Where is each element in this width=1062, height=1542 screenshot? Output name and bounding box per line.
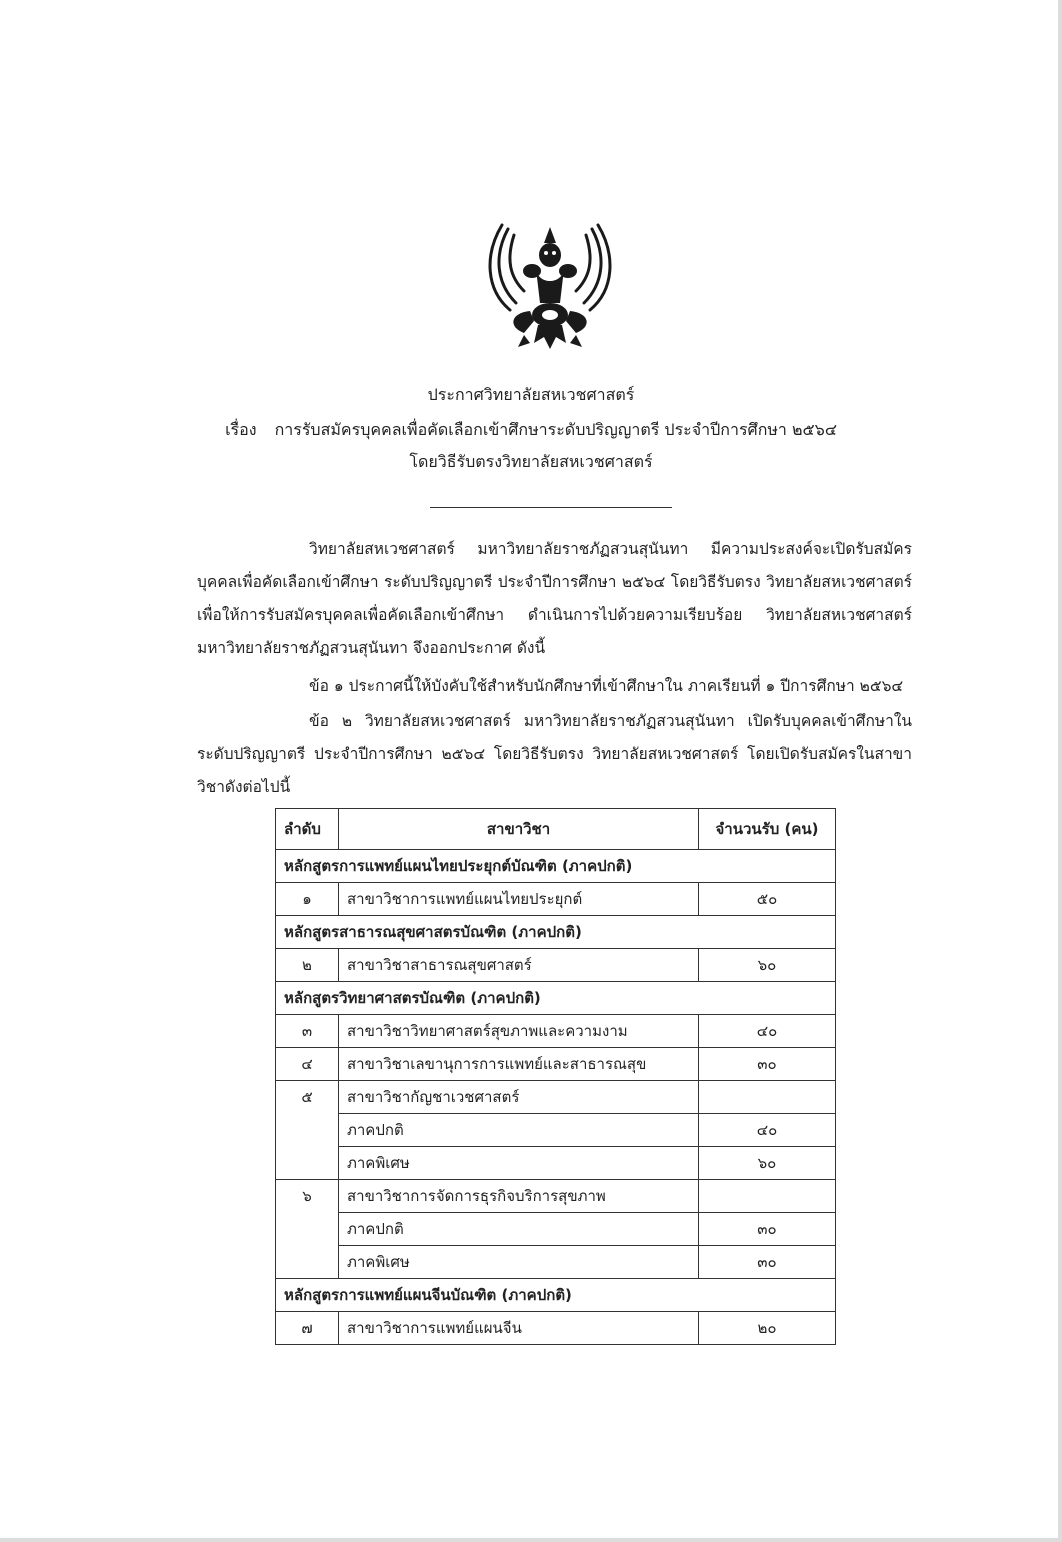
row-major: สาขาวิชาเลขานุการการแพทย์และสาธารณสุข (339, 1048, 699, 1081)
table-subrow (276, 1213, 836, 1246)
clause-2: ข้อ ๒ วิทยาลัยสหเวชศาสตร์ มหาวิทยาลัยราชภัฏสวนสุนันทา เปิดรับบุคคลเข้าศึกษาใน ระดับปริญญาตรี ประจำปีการศึกษา ๒๕๖๔ โดยวิธีรับตรง วิทยาลัยสหเวชศาสตร์ โดยเปิดรับสมัครในสาขาวิชาดังต่อไปนี้ (197, 712, 912, 796)
header-count: จำนวนรับ (คน) (699, 809, 836, 850)
row-no: ๓ (276, 1015, 339, 1048)
row-no-empty (276, 1213, 339, 1246)
table-subrow (276, 1246, 836, 1279)
row-count (699, 1081, 836, 1114)
row-count: ๕๐ (699, 883, 836, 916)
row-count (699, 1180, 836, 1213)
row-count: ๓๐ (699, 1246, 836, 1279)
row-count: ๔๐ (699, 1015, 836, 1048)
group-row (276, 1279, 836, 1312)
programs-table (275, 808, 836, 1345)
title-divider (430, 507, 672, 508)
group-name: หลักสูตรการแพทย์แผนจีนบัณฑิต (ภาคปกติ) (276, 1279, 836, 1312)
row-no: ๒ (276, 949, 339, 982)
table-row (276, 1048, 836, 1081)
row-major: สาขาวิชาการจัดการธุรกิจบริการสุขภาพ (339, 1180, 699, 1213)
row-count: ๓๐ (699, 1213, 836, 1246)
garuda-emblem-icon (480, 215, 620, 365)
row-sub-major: ภาคปกติ (339, 1114, 699, 1147)
row-no: ๑ (276, 883, 339, 916)
group-name: หลักสูตรวิทยาศาสตรบัณฑิต (ภาคปกติ) (276, 982, 836, 1015)
row-count: ๒๐ (699, 1312, 836, 1345)
table-row (276, 1015, 836, 1048)
row-no: ๗ (276, 1312, 339, 1345)
clause-1: ข้อ ๑ ประกาศนี้ให้บังคับใช้สำหรับนักศึกษาที่เข้าศึกษาใน ภาคเรียนที่ ๑ ปีการศึกษา ๒๕๖๔ (309, 677, 904, 695)
row-no: ๕ (276, 1081, 339, 1114)
row-major: สาขาวิชาการแพทย์แผนไทยประยุกต์ (339, 883, 699, 916)
table-subrow (276, 1114, 836, 1147)
table-row (276, 949, 836, 982)
table-row (276, 1312, 836, 1345)
group-name: หลักสูตรการแพทย์แผนไทยประยุกต์บัณฑิต (ภาคปกติ) (276, 850, 836, 883)
row-no-empty (276, 1147, 339, 1180)
announcement-subject (0, 419, 1062, 441)
row-count: ๖๐ (699, 949, 836, 982)
announcement-title: ประกาศวิทยาลัยสหเวชศาสตร์ (427, 385, 635, 404)
row-count: ๓๐ (699, 1048, 836, 1081)
row-no: ๔ (276, 1048, 339, 1081)
table-row (276, 1081, 836, 1114)
subject-text: การรับสมัครบุคคลเพื่อคัดเลือกเข้าศึกษาระดับปริญญาตรี ประจำปีการศึกษา ๒๕๖๔ (274, 420, 837, 439)
group-row (276, 850, 836, 883)
intro-paragraph: วิทยาลัยสหเวชศาสตร์ มหาวิทยาลัยราชภัฏสวนสุนันทา มีความประสงค์จะเปิดรับสมัครบุคคลเพื่อคัดเลือกเข้าศึกษา ระดับปริญญาตรี ประจำปีการศึกษา ๒๕๖๔ โดยวิธีรับตรง วิทยาลัยสหเวชศาสตร์ เพื่อให้การรับสมัครบุคคลเพื่อคัดเลือกเข้าศึกษา ดำเนินการไปด้วยความเรียบร้อย วิทยาลัยสหเวชศาสตร์ มหาวิทยาลัยราชภัฏสวนสุนันทา จึงออกประกาศ ดังนี้ (197, 540, 912, 657)
table-subrow (276, 1147, 836, 1180)
table-row (276, 883, 836, 916)
row-count: ๖๐ (699, 1147, 836, 1180)
group-name: หลักสูตรสาธารณสุขศาสตรบัณฑิต (ภาคปกติ) (276, 916, 836, 949)
row-major: สาขาวิชาวิทยาศาสตร์สุขภาพและความงาม (339, 1015, 699, 1048)
row-no-empty (276, 1246, 339, 1279)
row-no-empty (276, 1114, 339, 1147)
header-no: ลำดับ (276, 809, 339, 850)
row-sub-major: ภาคพิเศษ (339, 1246, 699, 1279)
row-major: สาขาวิชาสาธารณสุขศาสตร์ (339, 949, 699, 982)
group-row (276, 916, 836, 949)
group-row (276, 982, 836, 1015)
row-sub-major: ภาคปกติ (339, 1213, 699, 1246)
row-count: ๔๐ (699, 1114, 836, 1147)
row-major: สาขาวิชากัญชาเวชศาสตร์ (339, 1081, 699, 1114)
row-no: ๖ (276, 1180, 339, 1213)
row-major: สาขาวิชาการแพทย์แผนจีน (339, 1312, 699, 1345)
table-row (276, 1180, 836, 1213)
announcement-subtitle: โดยวิธีรับตรงวิทยาลัยสหเวชศาสตร์ (409, 452, 653, 471)
row-sub-major: ภาคพิเศษ (339, 1147, 699, 1180)
header-major: สาขาวิชา (339, 809, 699, 850)
table-header-row (276, 809, 836, 850)
subject-label: เรื่อง (225, 420, 257, 439)
